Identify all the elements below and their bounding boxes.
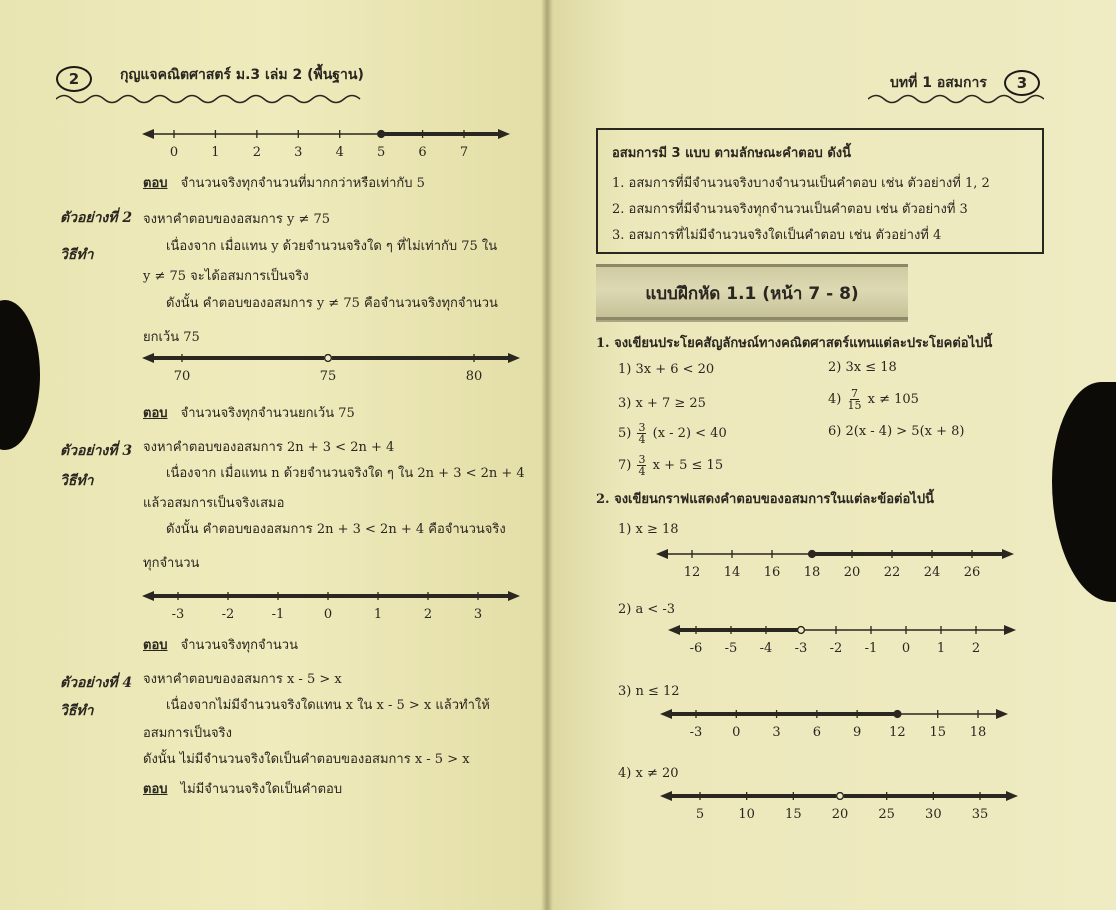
answer-row xyxy=(143,172,425,193)
arrow-right xyxy=(996,709,1008,719)
tick-label: -2 xyxy=(829,641,843,656)
number-line xyxy=(662,614,1022,662)
method-line: ยกเว้น 75 xyxy=(143,330,200,345)
method-line: เนื่องจาก เมื่อแทน y ด้วยจำนวนจริงใด ๆ ที่ไม่เท่ากับ 75 ใน xyxy=(166,239,498,254)
answer-label: ตอบ xyxy=(143,176,168,191)
open-point xyxy=(837,793,844,800)
q1-item: 2) 3x ≤ 18 xyxy=(828,360,897,375)
tick-label: 5 xyxy=(695,807,705,822)
q1-item: 3) x + 7 ≥ 25 xyxy=(618,396,706,411)
tick-label: 22 xyxy=(883,565,901,580)
header-wave-decoration xyxy=(56,92,366,106)
arrow-right xyxy=(1004,625,1016,635)
tick-label: 5 xyxy=(377,145,386,160)
tick-label: 10 xyxy=(738,807,755,822)
tick-label: 1 xyxy=(936,641,946,656)
answer-label: ตอบ xyxy=(143,638,168,653)
summary-title: อสมการมี 3 แบบ ตามลักษณะคำตอบ ดังนี้ xyxy=(612,146,852,161)
page-number: 2 xyxy=(56,66,92,92)
number-line xyxy=(650,538,1020,586)
method-line: ดังนั้น ไม่มีจำนวนจริงใดเป็นคำตอบของอสมการ x - 5 > x xyxy=(143,752,470,767)
graph-label: 3) n ≤ 12 xyxy=(618,684,680,699)
q1-item xyxy=(618,454,723,477)
tick-label: -5 xyxy=(724,641,738,656)
arrow-right xyxy=(508,353,520,363)
tick-label: 4 xyxy=(335,145,344,160)
tick-label: -4 xyxy=(759,641,773,656)
tick-label: 80 xyxy=(465,369,483,384)
answer-text: จำนวนจริงทุกจำนวนที่มากกว่าหรือเท่ากับ 5 xyxy=(180,176,425,191)
answer-label: ตอบ xyxy=(143,406,168,421)
tick-label: 15 xyxy=(785,807,802,822)
tick-label: 75 xyxy=(319,369,337,384)
summary-item: 3. อสมการที่ไม่มีจำนวนจริงใดเป็นคำตอบ เช่น ตัวอย่างที่ 4 xyxy=(612,228,942,243)
q1-item: 1) 3x + 6 < 20 xyxy=(618,362,715,377)
left-page xyxy=(0,0,548,910)
answer-text: จำนวนจริงทุกจำนวน xyxy=(180,638,298,653)
tick-label: 2 xyxy=(252,145,261,160)
tick-label: 1 xyxy=(211,145,220,160)
arrow-right xyxy=(508,591,520,601)
arrow-left xyxy=(668,625,680,635)
book-gutter xyxy=(541,0,553,910)
closed-point xyxy=(809,551,816,558)
method-line: อสมการเป็นจริง xyxy=(143,726,232,741)
tick-label: 2 xyxy=(423,607,433,622)
closed-point xyxy=(894,711,901,718)
question-2: 2. จงเขียนกราฟแสดงคำตอบของอสมการในแต่ละข้อต่อไปนี้ xyxy=(596,492,934,507)
tick-label: 6 xyxy=(418,145,427,160)
item-expression: x ≠ 105 xyxy=(867,392,919,407)
chapter-header: บทที่ 1 อสมการ xyxy=(890,75,987,91)
tick-label: 0 xyxy=(323,607,333,622)
arrow-right xyxy=(1006,791,1018,801)
tick-label: 14 xyxy=(723,565,741,580)
closed-point xyxy=(378,131,385,138)
summary-box xyxy=(596,128,1044,254)
fraction-denominator: 4 xyxy=(638,433,646,446)
arrow-right xyxy=(1002,549,1014,559)
open-point xyxy=(798,627,805,634)
book-header: กุญแจคณิตศาสตร์ ม.3 เล่ม 2 (พื้นฐาน) xyxy=(120,67,364,83)
tick-label: 16 xyxy=(763,565,781,580)
tick-label: 0 xyxy=(169,145,179,160)
tick-label: -2 xyxy=(221,607,235,622)
open-point xyxy=(325,355,332,362)
graph-label: 1) x ≥ 18 xyxy=(618,522,679,537)
item-number: 4) xyxy=(828,392,842,407)
tick-label: 1 xyxy=(373,607,383,622)
example-label: ตัวอย่างที่ 4 xyxy=(60,675,133,691)
fraction-numerator: 7 xyxy=(850,387,858,400)
fraction-denominator: 4 xyxy=(638,465,646,478)
tick-label: 26 xyxy=(963,565,981,580)
item-expression: (x - 2) < 40 xyxy=(652,426,727,441)
method-line: แล้วอสมการเป็นจริงเสมอ xyxy=(143,496,285,511)
number-line xyxy=(654,780,1024,828)
tick-label: 20 xyxy=(843,565,861,580)
fraction-numerator: 3 xyxy=(638,421,646,434)
method-label: วิธีทำ xyxy=(60,247,94,263)
exercise-banner xyxy=(596,264,908,320)
answer-text: ไม่มีจำนวนจริงใดเป็นคำตอบ xyxy=(180,782,343,797)
tick-label: -1 xyxy=(864,641,878,656)
question-1: 1. จงเขียนประโยคสัญลักษณ์ทางคณิตศาสตร์แทนแต่ละประโยคต่อไปนี้ xyxy=(596,336,993,351)
tick-label: 3 xyxy=(772,725,781,740)
method-line: ดังนั้น คำตอบของอสมการ 2n + 3 < 2n + 4 คือจำนวนจริง xyxy=(166,522,506,537)
example-label: ตัวอย่างที่ 3 xyxy=(60,443,133,459)
tick-label: 2 xyxy=(971,641,981,656)
tick-label: -1 xyxy=(271,607,285,622)
fraction xyxy=(637,454,646,477)
tick-label: 7 xyxy=(459,145,469,160)
item-number: 7) xyxy=(618,458,632,473)
q1-item xyxy=(618,422,727,445)
tick-label: 3 xyxy=(294,145,303,160)
answer-row xyxy=(143,634,298,655)
fraction xyxy=(847,388,861,411)
tick-label: -3 xyxy=(689,725,703,740)
tick-label: 9 xyxy=(853,725,862,740)
tick-label: 24 xyxy=(923,565,941,580)
tick-label: 18 xyxy=(969,725,987,740)
number-line xyxy=(136,118,516,168)
tick-label: -3 xyxy=(171,607,185,622)
item-number: 5) xyxy=(618,426,632,441)
example-question: จงหาคำตอบของอสมการ y ≠ 75 xyxy=(143,212,331,227)
summary-item: 1. อสมการที่มีจำนวนจริงบางจำนวนเป็นคำตอบ เช่น ตัวอย่างที่ 1, 2 xyxy=(612,176,990,191)
method-label: วิธีทำ xyxy=(60,473,94,489)
arrow-right xyxy=(498,129,510,139)
fraction-denominator: 15 xyxy=(847,399,862,412)
graph-label: 4) x ≠ 20 xyxy=(618,766,679,781)
graph-label: 2) a < -3 xyxy=(618,602,676,617)
tick-label: 18 xyxy=(803,565,821,580)
tick-label: -3 xyxy=(794,641,808,656)
answer-label: ตอบ xyxy=(143,782,168,797)
answer-text: จำนวนจริงทุกจำนวนยกเว้น 75 xyxy=(180,406,355,421)
method-line: เนื่องจาก เมื่อแทน n ด้วยจำนวนจริงใด ๆ ใน 2n + 3 < 2n + 4 xyxy=(166,466,525,481)
method-line: ดังนั้น คำตอบของอสมการ y ≠ 75 คือจำนวนจริงทุกจำนวน xyxy=(166,296,498,311)
tick-label: 35 xyxy=(971,807,989,822)
arrow-left xyxy=(660,709,672,719)
tick-label: 12 xyxy=(683,565,701,580)
fraction xyxy=(637,422,646,445)
example-question: จงหาคำตอบของอสมการ x - 5 > x xyxy=(143,672,342,687)
q1-item: 6) 2(x - 4) > 5(x + 8) xyxy=(828,424,965,439)
tick-label: 6 xyxy=(812,725,821,740)
tick-label: 70 xyxy=(173,369,191,384)
arrow-left xyxy=(142,591,154,601)
arrow-left xyxy=(660,791,672,801)
tick-label: 0 xyxy=(732,725,741,740)
method-label: วิธีทำ xyxy=(60,703,94,719)
header-wave-decoration xyxy=(868,92,1044,106)
summary-item: 2. อสมการที่มีจำนวนจริงทุกจำนวนเป็นคำตอบ เช่น ตัวอย่างที่ 3 xyxy=(612,202,968,217)
tick-label: 20 xyxy=(831,807,849,822)
arrow-left xyxy=(142,129,154,139)
example-label: ตัวอย่างที่ 2 xyxy=(60,210,133,226)
number-line xyxy=(654,700,1014,748)
number-line xyxy=(136,580,526,630)
item-expression: x + 5 ≤ 15 xyxy=(652,458,724,473)
fraction-numerator: 3 xyxy=(638,453,646,466)
method-line: ทุกจำนวน xyxy=(143,556,200,571)
tick-label: 15 xyxy=(929,725,946,740)
exercise-title: แบบฝึกหัด 1.1 (หน้า 7 - 8) xyxy=(645,284,859,304)
tick-label: 3 xyxy=(473,607,483,622)
tick-label: 12 xyxy=(889,725,906,740)
arrow-left xyxy=(656,549,668,559)
page-number: 3 xyxy=(1004,70,1040,96)
number-line xyxy=(136,342,526,392)
example-question: จงหาคำตอบของอสมการ 2n + 3 < 2n + 4 xyxy=(143,440,395,455)
tick-label: 0 xyxy=(901,641,911,656)
tick-label: -6 xyxy=(689,641,703,656)
tick-label: 25 xyxy=(878,807,895,822)
method-line: y ≠ 75 จะได้อสมการเป็นจริง xyxy=(143,269,309,284)
method-line: เนื่องจากไม่มีจำนวนจริงใดแทน x ใน x - 5 > x แล้วทำให้ xyxy=(166,698,490,713)
answer-row xyxy=(143,402,355,423)
arrow-left xyxy=(142,353,154,363)
answer-row xyxy=(143,778,342,799)
tick-label: 30 xyxy=(925,807,942,822)
q1-item xyxy=(828,388,919,411)
